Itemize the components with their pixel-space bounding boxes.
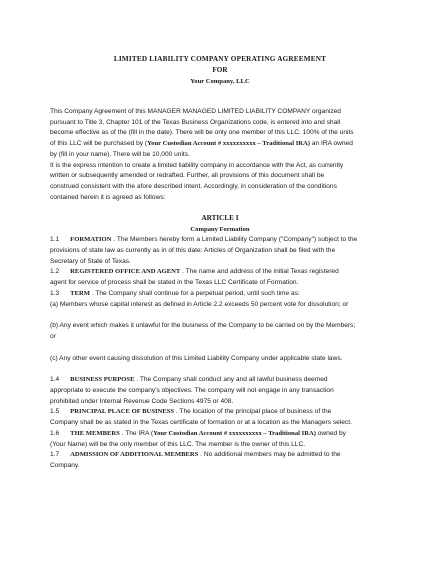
section-line: provisions of state law as currently as in of this date: Articles of Organization shall be filed with the bbox=[50, 247, 336, 255]
section-heading: BUSINESS PURPOSE bbox=[70, 376, 135, 384]
section-number: 1.4 bbox=[50, 376, 60, 384]
intro-text: an IRA owned bbox=[309, 140, 353, 148]
section-line: Company shall be as stated in the Texas certificate of formation or at a location as the Managers select. bbox=[50, 419, 352, 427]
section-heading: THE MEMBERS bbox=[70, 429, 120, 437]
intro-line bbox=[50, 139, 390, 150]
article-heading-block bbox=[50, 213, 390, 235]
intro-line: This Company Agreement of this MANAGER MANAGED LIMITED LIABILITY COMPANY organized bbox=[50, 108, 341, 115]
intro-line: It is the express intention to create a limited liability company in accordance with the Act, as currently bbox=[50, 161, 344, 169]
term-condition-b-cont: or bbox=[50, 332, 56, 340]
section-number: 1.1 bbox=[50, 236, 60, 244]
intro-line: pursuant to Title 3, Chapter 101 of the Texas Business Organizations code, is entered into and shall bbox=[50, 118, 341, 126]
section-heading: TERM bbox=[70, 289, 90, 297]
section-1-2 bbox=[50, 267, 390, 288]
section-1-4 bbox=[50, 375, 390, 407]
section-text: . No additional members may be admitted to the bbox=[198, 451, 341, 459]
section-text: . The Company shall continue for a perpetual period, until such time as: bbox=[89, 289, 300, 297]
section-line bbox=[50, 375, 390, 386]
document-title: LIMITED LIABILITY COMPANY OPERATING AGREEMENT bbox=[113, 55, 327, 63]
section-heading: PRINCIPAL PLACE OF BUSINESS bbox=[70, 408, 175, 416]
section-1-7 bbox=[50, 450, 390, 471]
intro-line: construed consistent with the afore described intent. Accordingly, in consideration of the conditions bbox=[50, 182, 337, 190]
section-heading: ADMISSION OF ADDITIONAL MEMBERS bbox=[70, 451, 199, 459]
title-block bbox=[50, 0, 390, 87]
intro-line: contained herein it is agreed as follows: bbox=[50, 193, 166, 201]
term-condition-a: (a) Members whose capital interest as defined in Article 2.2 exceeds 50 percent vote for dissolution; or bbox=[50, 300, 349, 308]
intro-line: written or subsequently amended or redrafted. Further, all provisions of this document shall be bbox=[50, 172, 325, 180]
article-heading: ARTICLE I bbox=[201, 214, 239, 223]
term-condition-b: (b) Any event which makes it unlawful for the business of the Company to be carried on by the Members; bbox=[50, 322, 356, 330]
section-number: 1.3 bbox=[50, 289, 60, 297]
section-number: 1.5 bbox=[50, 408, 60, 416]
section-line: prohibited under Internal Revenue Code Sections 4975 or 408. bbox=[50, 397, 234, 405]
intro-line: by (fill in your name). There will be 10,000 units. bbox=[50, 150, 190, 158]
section-text: . The IRA ( bbox=[119, 429, 154, 437]
intro-paragraph bbox=[50, 107, 390, 203]
section-line: (Your Name) will be the only member of this LLC. The member is the owner of this LLC. bbox=[50, 440, 306, 448]
section-text: owned by bbox=[315, 429, 346, 437]
section-1-6 bbox=[50, 429, 390, 450]
section-number: 1.7 bbox=[50, 451, 60, 459]
section-text: . The Company shall conduct any and all lawful business deemed bbox=[134, 376, 328, 384]
article-subheading: Company Formation bbox=[190, 226, 250, 234]
term-condition-c: (c) Any other event causing dissolution of this Limited Liability Company under applicable state laws. bbox=[50, 354, 343, 362]
company-name: Your Company, LLC bbox=[190, 78, 250, 85]
custodian-account: Your Custodian Account # xxxxxxxxxx – Traditional IRA) bbox=[147, 140, 310, 148]
section-1-5 bbox=[50, 407, 390, 428]
section-heading: REGISTERED OFFICE AND AGENT bbox=[70, 268, 181, 276]
section-line bbox=[50, 267, 390, 278]
intro-line: become effective as of the (fill in the date). There will be only one member of this LLC. 100% of the units bbox=[50, 129, 354, 137]
section-number: 1.2 bbox=[50, 268, 60, 276]
section-1-3 bbox=[50, 289, 390, 365]
section-text: . The location of the principal place of business of the bbox=[174, 408, 332, 416]
intro-text: of this LLC will be purchased by ( bbox=[50, 140, 148, 148]
document-for: FOR bbox=[212, 66, 228, 74]
section-line: appropriate to execute the company's objectives. The company will not engage in any transaction bbox=[50, 387, 334, 395]
section-line bbox=[50, 235, 390, 246]
custodian-account: Your Custodian Account # xxxxxxxxxx – Traditional IRA) bbox=[153, 429, 316, 437]
section-line: Company. bbox=[50, 461, 80, 469]
section-text: . The name and address of the initial Texas registered bbox=[180, 268, 339, 276]
section-line bbox=[50, 429, 390, 440]
section-line: Secretary of State of Texas. bbox=[50, 257, 131, 265]
section-line bbox=[50, 289, 390, 300]
section-line bbox=[50, 450, 390, 461]
section-1-1 bbox=[50, 235, 390, 267]
section-heading: FORMATION bbox=[70, 236, 112, 244]
section-text: . The Members hereby form a Limited Liability Company ("Company") subject to the bbox=[111, 236, 358, 244]
section-line: agent for service of process shall be stated in the Texas LLC Certificate of Formation. bbox=[50, 279, 299, 287]
section-line bbox=[50, 407, 390, 418]
section-number: 1.6 bbox=[50, 429, 60, 437]
